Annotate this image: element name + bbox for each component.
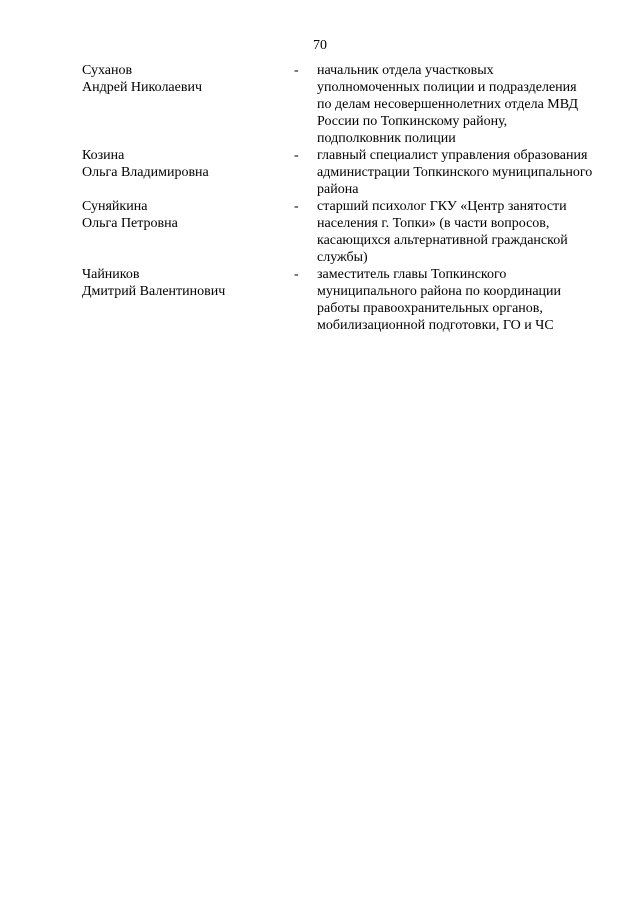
member-given-names: Ольга Петровна [82, 216, 178, 231]
member-name [82, 266, 294, 300]
member-name [82, 198, 294, 232]
member-role: главный специалист управления образования администрации Топкинского муниципального района [317, 148, 593, 197]
member-entry [82, 62, 602, 147]
member-role: заместитель главы Топкинского муниципального района по координации работы правоохранительных органов, мобилизационной подготовки, ГО и ЧС [317, 267, 562, 333]
member-dash: - [294, 199, 299, 214]
member-entry [82, 266, 602, 334]
member-dash: - [294, 267, 299, 282]
member-role: начальник отдела участковых уполномоченных полиции и подразделения по делам несовершеннолетних отдела МВД России по Топкинскому району, подполковник полиции [317, 63, 579, 146]
member-surname: Суханов [82, 63, 133, 78]
member-name [82, 62, 294, 96]
member-surname: Суняйкина [82, 199, 148, 214]
member-entry [82, 147, 602, 198]
page-number: 70 [313, 38, 327, 53]
member-given-names: Дмитрий Валентинович [82, 284, 226, 299]
member-surname: Козина [82, 148, 125, 163]
member-name [82, 147, 294, 181]
member-surname: Чайников [82, 267, 140, 282]
member-entry [82, 198, 602, 266]
member-given-names: Андрей Николаевич [82, 80, 202, 95]
member-role: старший психолог ГКУ «Центр занятости населения г. Топки» (в части вопросов, касающихся альтернативной гражданской службы) [317, 199, 568, 265]
member-dash: - [294, 63, 299, 78]
member-given-names: Ольга Владимировна [82, 165, 209, 180]
member-dash: - [294, 148, 299, 163]
members-list [82, 62, 602, 334]
